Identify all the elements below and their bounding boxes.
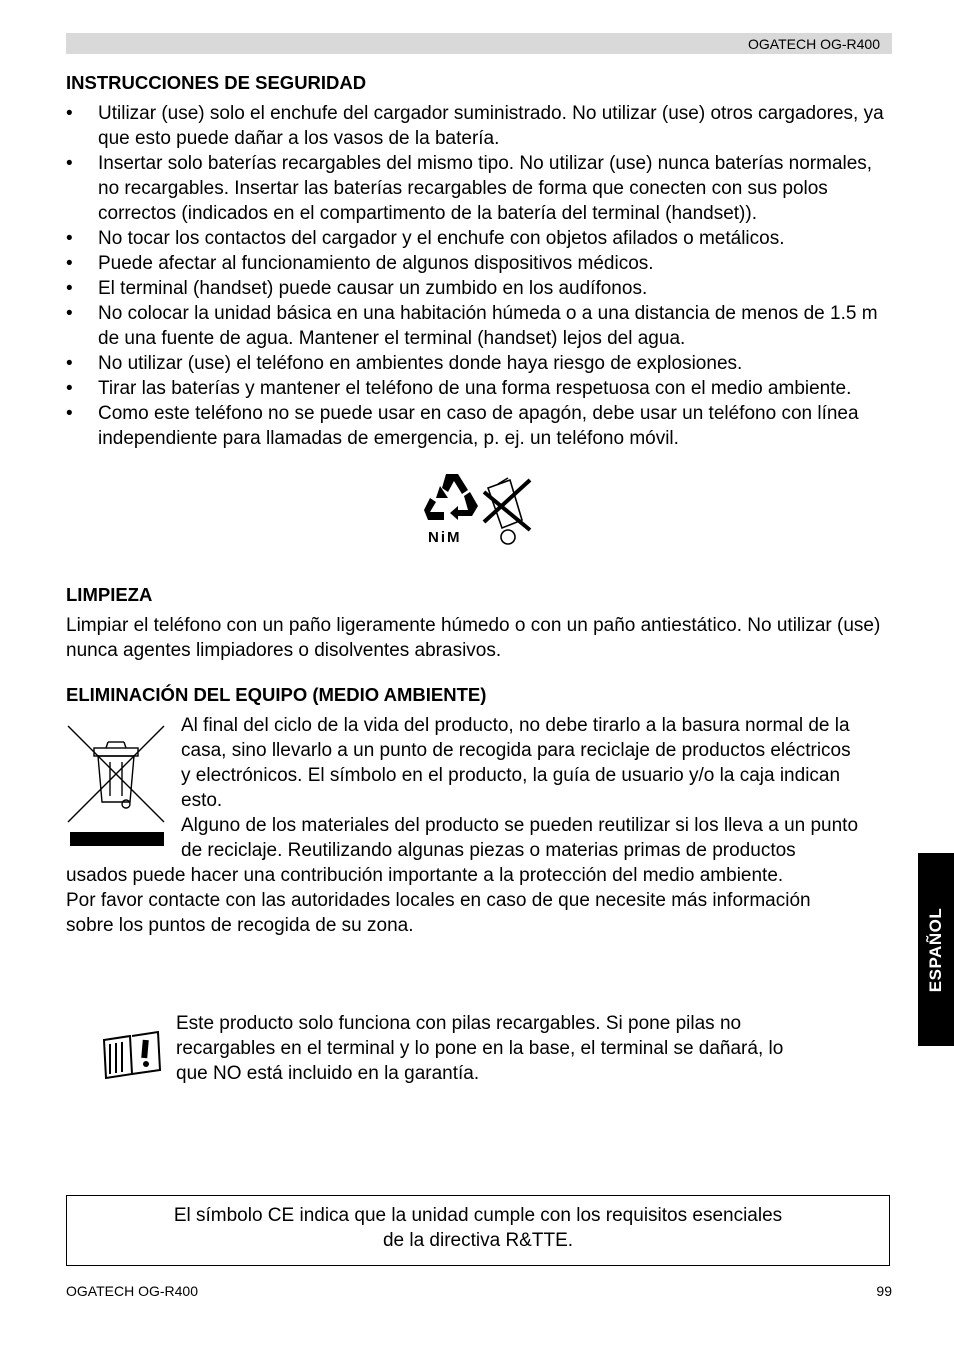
header-bar <box>66 33 892 54</box>
safety-item: • No colocar la unidad básica en una habitación húmeda o a una distancia de menos de 1.5 m de una fuente de agua. Mantener el terminal (handset) lejos del agua. <box>66 303 878 349</box>
manual-warning-icon <box>100 1030 164 1080</box>
safety-item: • Insertar solo baterías recargables del mismo tipo. No utilizar (use) nunca baterías normales, no recargables. Insertar las baterías recargables de forma que conecten con sus polos correctos (indicados en el compartimento de la batería del terminal (handset)). <box>66 153 873 224</box>
weee-crossed-bin-icon <box>66 722 168 848</box>
safety-item: • Tirar las baterías y mantener el teléfono de una forma respetuosa con el medio ambiente. <box>66 378 852 399</box>
safety-item: • No utilizar (use) el teléfono en ambientes donde haya riesgo de explosiones. <box>66 353 743 374</box>
language-label: ESPAÑOL <box>926 907 945 992</box>
safety-item: • Puede afectar al funcionamiento de algunos dispositivos médicos. <box>66 253 654 274</box>
safety-item: • Utilizar (use) solo el enchufe del cargador suministrado. No utilizar (use) otros cargadores, ya que esto puede dañar a los vasos de la batería. <box>66 103 884 149</box>
nim-label: NiM <box>428 529 462 546</box>
safety-list <box>66 101 898 451</box>
battery-note-text: Este producto solo funciona con pilas recargables. Si pone pilas no recargables en el terminal y lo pone en la base, el terminal se dañará, lo que NO está incluido en la garantía. <box>176 1013 784 1084</box>
safety-heading: INSTRUCCIONES DE SEGURIDAD <box>66 72 367 93</box>
disposal-heading: ELIMINACIÓN DEL EQUIPO (MEDIO AMBIENTE) <box>66 684 487 705</box>
page-number: 99 <box>876 1283 892 1299</box>
safety-item: • El terminal (handset) puede causar un zumbido en los audífonos. <box>66 278 648 299</box>
cleaning-text: Limpiar el teléfono con un paño ligeramente húmedo o con un paño antiestático. No utilizar (use) nunca agentes limpiadores o disolventes abrasivos. <box>66 615 881 661</box>
footer-model: OGATECH OG-R400 <box>66 1283 198 1299</box>
safety-item: • No tocar los contactos del cargador y el enchufe con objetos afilados o metálicos. <box>66 228 785 249</box>
disposal-text-full: usados puede hacer una contribución importante a la protección del medio ambiente. Por favor contacte con las autoridades locales en caso de que necesite más información sobre los puntos de recogida de su zona. <box>66 865 811 936</box>
crossed-bin-icon <box>484 478 530 544</box>
disposal-text-indented: Al final del ciclo de la vida del producto, no debe tirarlo a la basura normal de la casa, sino llevarlo a un punto de recogida para reciclaje de productos eléctricos y electrónicos. El símbolo en el producto, la guía de usuario y/o la caja indican esto. Alguno de los materiales del producto se pueden reutilizar si los lleva a un punto de reciclaje. Reutilizando algunas piezas o materias primas de productos <box>181 715 859 861</box>
ce-notice-box: El símbolo CE indica que la unidad cumple con los requisitos esenciales de la directiva R&TTE. <box>66 1195 890 1266</box>
language-side-tab <box>918 853 954 1046</box>
header-model: OGATECH OG-R400 <box>748 36 880 52</box>
recycle-icon <box>418 470 538 550</box>
safety-item: • Como este teléfono no se puede usar en caso de apagón, debe usar un teléfono con línea independiente para llamadas de emergencia, p. ej. un teléfono móvil. <box>66 403 859 449</box>
recycle-symbol-group <box>418 470 538 550</box>
cleaning-heading: LIMPIEZA <box>66 584 153 605</box>
